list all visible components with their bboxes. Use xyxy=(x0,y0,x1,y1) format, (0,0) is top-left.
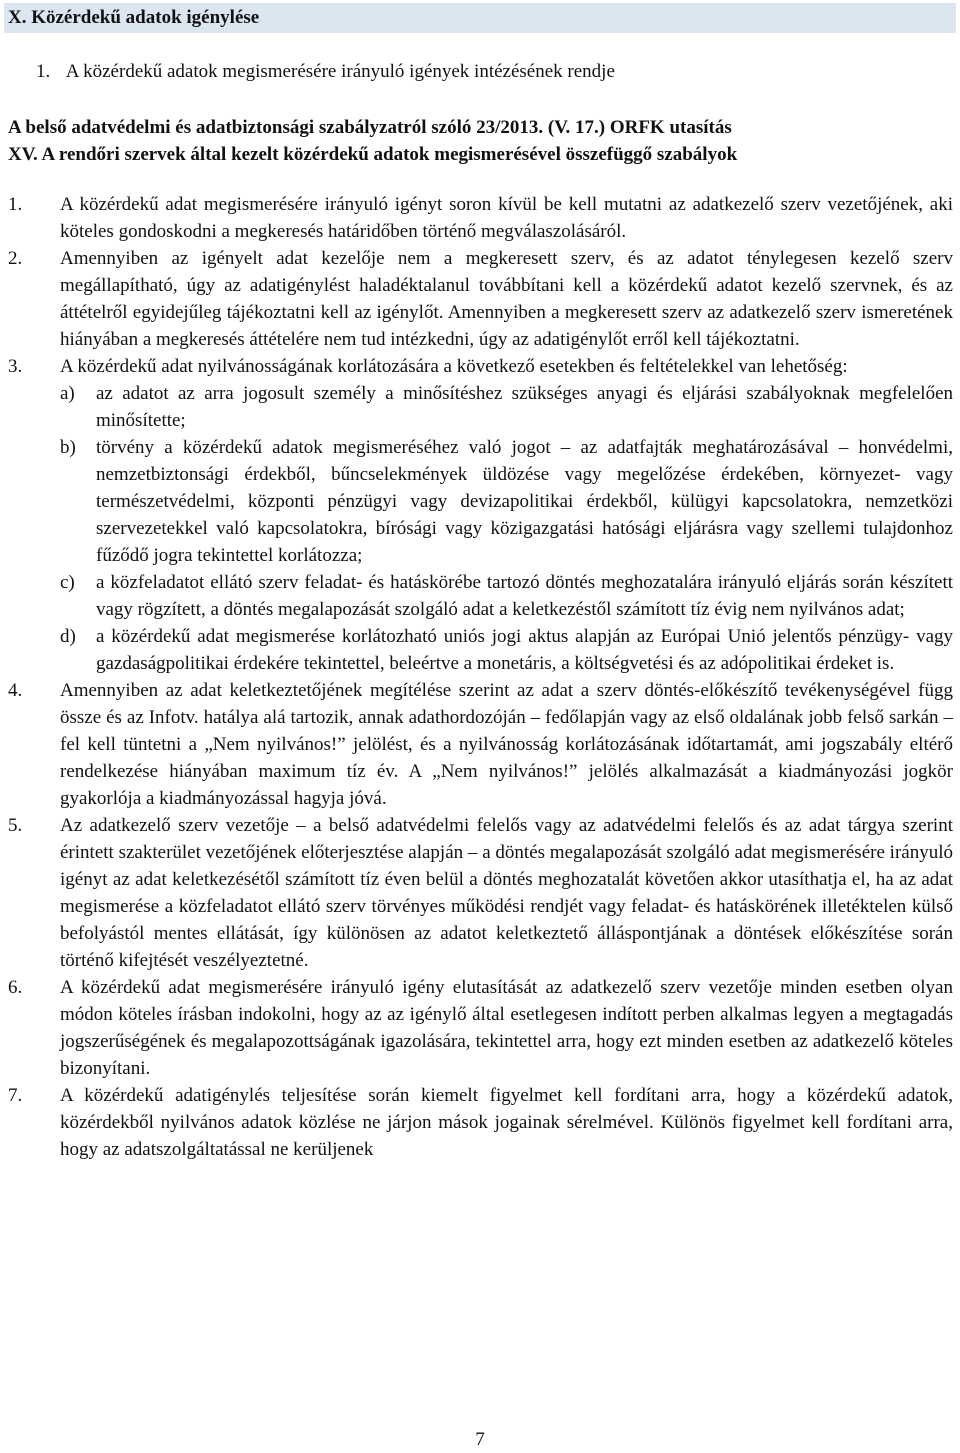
item-text: A közérdekű adat nyilvánosságának korlátozására a következő esetekben és feltételekkel van lehetőség: xyxy=(60,356,848,377)
chapter-heading: X. Közérdekű adatok igénylése xyxy=(4,3,956,33)
numbered-list xyxy=(8,191,953,1163)
section-title: A közérdekű adatok megismerésére irányuló igények intézésének rendje xyxy=(65,61,615,82)
reference-line: XV. A rendőri szervek által kezelt közérdekű adatok megismerésével összefüggő szabályok xyxy=(8,144,738,165)
item-text: Amennyiben az adat keletkeztetőjének megítélése szerint az adat a szerv döntés-előkészítő tevékenységével függ össze és az Infotv. hatálya alá tartozik, annak adathordozóján – fedőlapján vagy az első oldalának jobb felső sarkán – fel kell tüntetni a „Nem nyilvános!” jelölést, és a nyilvánosság korlátozásának időtartamát, ami jogszabály eltérő rendelkezése hiányában maximum tíz év. A „Nem nyilvános!” jelölés alkalmazását a kiadmányozási jogkör gyakorlója a kiadmányozással hagyja jóvá. xyxy=(60,680,953,809)
item-number: 6. xyxy=(8,977,23,998)
sub-item xyxy=(8,434,953,569)
item-number: 2. xyxy=(8,248,23,269)
item-number: 3. xyxy=(8,356,23,377)
item-number: 7. xyxy=(8,1085,23,1106)
sub-item xyxy=(8,623,953,677)
item-text: A közérdekű adatigénylés teljesítése során kiemelt figyelmet kell fordítani arra, hogy a közérdekű adatok, közérdekből nyilvános adatok közlése ne járjon mások jogainak sérelmével. Különös figyelmet kell fordítani arra, hogy az adatszolgáltatással ne kerüljenek xyxy=(60,1085,953,1160)
section-number: 1. xyxy=(36,61,51,82)
item-text: Az adatkezelő szerv vezetője – a belső adatvédelmi felelős vagy az adatvédelmi felelős és az adat tárgya szerint érintett szakterület vezetőjének előterjesztése alapján – a döntés megalapozását szolgáló adat megismerésére irányuló igényt az adat keletkezésétől számított tíz éven belül a döntés meghozatalát követően akkor utasíthatja el, ha az adat megismerése a közfeladatot ellátó szerv törvényes működési rendjét vagy feladat- és hatáskörének illetéktelen külső befolyástól mentes ellátását, így különösen az adatot keletkeztető álláspontjának a döntések előkészítése során történő kifejtését veszélyeztetné. xyxy=(60,815,953,971)
item-text: A közérdekű adat megismerésére irányuló igény elutasítását az adatkezelő szerv vezetője minden esetben olyan módon köteles írásban indokolni, hogy az az igénylő által esetlegesen indított perben alkalmas legyen a megtagadás jogszerűségének és megalapozottságának igazolására, tekintettel arra, hogy ezt minden esetben az adatkezelő köteles bizonyítani. xyxy=(60,977,953,1079)
sub-item-letter: d) xyxy=(60,626,76,647)
section-heading xyxy=(36,58,615,85)
sub-item xyxy=(8,569,953,623)
sub-item xyxy=(8,380,953,434)
item-number: 1. xyxy=(8,194,23,215)
sub-item-text: az adatot az arra jogosult személy a minősítéshez szükséges anyagi és eljárási szabályoknak megfelelően minősítette; xyxy=(96,383,953,431)
sub-item-letter: c) xyxy=(60,572,75,593)
list-item xyxy=(8,245,953,353)
list-item xyxy=(8,677,953,812)
item-text: A közérdekű adat megismerésére irányuló igényt soron kívül be kell mutatni az adatkezelő szerv vezetőjének, aki köteles gondoskodni a megkeresés határidőben történő megválaszolásáról. xyxy=(60,194,953,242)
list-item xyxy=(8,812,953,974)
list-item xyxy=(8,353,953,677)
list-item xyxy=(8,191,953,245)
page-number: 7 xyxy=(475,1429,485,1450)
sub-item-text: a közérdekű adat megismerése korlátozható uniós jogi aktus alapján az Európai Unió jelentős pénzügy- vagy gazdaságpolitikai érdekére tekintettel, beleértve a monetáris, a költségvetési és az adópolitikai érdeket is. xyxy=(96,626,953,674)
list-item xyxy=(8,1082,953,1163)
regulation-reference xyxy=(8,114,953,168)
sub-item-text: törvény a közérdekű adatok megismeréséhez való jogot – az adatfajták meghatározásával – honvédelmi, nemzetbiztonsági érdekből, bűncselekmények üldözése vagy megelőzése érdekében, környezet- vagy természetvédelmi, központi pénzügyi vagy devizapolitikai érdekből, külügyi kapcsolatokra, nemzetközi szervezetekkel való kapcsolatokra, bírósági vagy közigazgatási hatósági eljárásra vagy szellemi tulajdonhoz fűződő jogra tekintettel korlátozza; xyxy=(96,437,953,566)
item-number: 4. xyxy=(8,680,23,701)
item-number: 5. xyxy=(8,815,23,836)
item-text: Amennyiben az igényelt adat kezelője nem a megkeresett szerv, és az adatot ténylegesen kezelő szerv megállapítható, úgy az adatigénylést haladéktalanul továbbítani kell a közérdekű adatot kezelő szervnek, és az áttételről egyidejűleg tájékoztatni kell az igénylőt. Amennyiben a megkeresett szerv az adatkezelő szerv ismeretének hiányában a megkeresés áttételére nem tud intézkedni, úgy az adatigénylőt erről kell tájékoztatni. xyxy=(60,248,953,350)
sub-item-text: a közfeladatot ellátó szerv feladat- és hatáskörébe tartozó döntés meghozatalára irányuló eljárás során készített vagy rögzített, a döntés megalapozását szolgáló adat a keletkezéstől számított tíz évig nem nyilvános adat; xyxy=(96,572,953,620)
reference-line: A belső adatvédelmi és adatbiztonsági szabályzatról szóló 23/2013. (V. 17.) ORFK utasítás xyxy=(8,117,732,138)
sub-item-letter: b) xyxy=(60,437,76,458)
list-item xyxy=(8,974,953,1082)
sub-item-letter: a) xyxy=(60,383,75,404)
